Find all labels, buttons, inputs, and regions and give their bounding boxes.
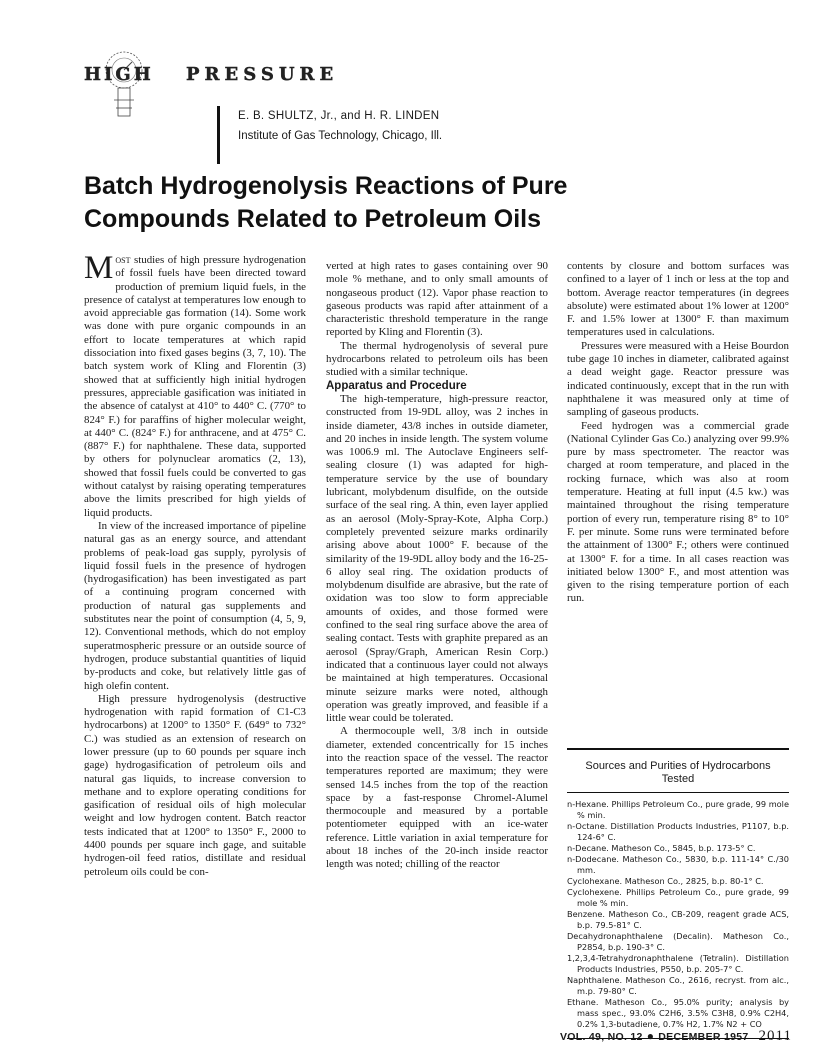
series-word-high: HIGH <box>84 64 154 85</box>
list-item: Decahydronaphthalene (Decalin). Matheson Co., P2854, b.p. 190-3° C. <box>567 931 789 952</box>
paragraph: verted at high rates to gases containing over 90 mole % methane, and to only small amounts of nongaseous product (12). Vapor phase reaction to gaseous products was rapid after attainment of a characteristic threshold temperature in the range reported by Kling and Florentin (3). <box>326 260 548 339</box>
list-item: Ethane. Matheson Co., 95.0% purity; analysis by mass spec., 93.0% C2H6, 3.5% C3H8, 0.9% C2H4, 0.2% 1,3-butadiene, 0.7% H2, 1.7% N2 + CO <box>567 997 789 1029</box>
title-line-1: Batch Hydrogenolysis Reactions of Pure <box>84 172 568 200</box>
list-item: Benzene. Matheson Co., CB-209, reagent grade ACS, b.p. 79.5-81° C. <box>567 909 789 930</box>
column-2 <box>326 260 548 872</box>
header-rule <box>217 106 220 164</box>
list-item: n-Decane. Matheson Co., 5845, b.p. 173-5° C. <box>567 843 756 853</box>
section-heading: Apparatus and Procedure <box>326 379 467 392</box>
column-1 <box>84 250 306 879</box>
paragraph-text: studies of high pressure hydrogenation of fossil fuels have been directed toward production of premium liquid fuels, in the presence of catalyst at temperatures low enough to avoid appreciable gas formation (14). Some work was done with pure organic compounds in an effort to locate temperatures at which rapid dissociation into fixed gases begins (3, 7, 10). The batch system work of Kling and Florentin (3) showed that at sufficiently high initial hydrogen pressures, appreciable gasification was initiated in the absence of catalyst at 410° to 440° C. (770° to 824° F.) for paraffins of higher molecular weight, at 440° C. (824° F.) for anthracene, and at 475° C. (887° F.) for naphthalene. These data, supported by others for polynuclear aromatics (2, 13), showed that fossil fuels could be converted to gas without catalyst by raising operating temperatures above the limits prescribed for high yields of liquid products. <box>84 254 306 519</box>
page-number: 2011 <box>758 1028 792 1044</box>
paragraph: The high-temperature, high-pressure reactor, constructed from 19-9DL alloy, was 2 inches in inside diameter, 43/8 inches in outside diameter, and 20 inches in inside length. The system volume was 1006.9 ml. The Autoclave Engineers self-sealing closure (1) was adapted for high-temperature service by the use of boundary lubricant, molybdenum disulfide, on the outside surface of the seal ring. A thin, even layer applied as an aerosol (Moly-Spray-Kote, Alpha Corp.) completely prevented seizure marks ordinarily arising above about 1000° F. because of the similarity of the 19-9DL alloy body and the 16-25-6 alloy seal ring. The oxidation products of molybdenum disulfide are abrasive, but the rate of oxidation was too slow to form appreciable amounts of oxides, and those formed were confined to the seal ring surface above the area of sealing contact. Tests with graphite prepared as an aerosol (Spray/Graph, American Resin Corp.) indicated that a continuous layer could not always be maintained at high temperatures. Occasional minute seizure marks were noted, although operation was greatly improved, and feasible if a little wear could be tolerated. <box>326 392 548 725</box>
list-item: n-Dodecane. Matheson Co., 5830, b.p. 111-14° C./30 mm. <box>567 854 789 875</box>
drop-cap: M <box>84 250 114 286</box>
title-line-2: Compounds Related to Petroleum Oils <box>84 205 541 233</box>
paragraph <box>84 250 306 520</box>
bullet-icon: ● <box>646 1029 655 1043</box>
list-item: 1,2,3,4-Tetrahydronaphthalene (Tetralin). Distillation Products Industries, P550, b.p. 205-7° C. <box>567 953 789 974</box>
series-word-pressure: PRESSURE <box>186 64 339 85</box>
sources-list <box>567 799 789 1038</box>
paragraph: High pressure hydrogenolysis (destructive hydrogenation with rapid formation of C1-C3 hydrocarbons) at 1200° to 1350° F. (649° to 732° C.) was studied as an extension of research on lower pressure (up to 60 pounds per square inch gage) hydrogasification of petroleum oils and natural gas liquids, to increase conversion to methane and to explore operating conditions for gasification of residual oils of high molecular weight and low hydrogen content. Batch reactor tests indicated that at 1200° to 1350° F., 2000 to 4400 pounds per square inch gage, and suitable hydrogen-oil feed ratios, distillate and residual petroleum oils could be con- <box>84 692 306 878</box>
authors: E. B. SHULTZ, Jr., and H. R. LINDEN <box>238 110 440 122</box>
article-title <box>84 170 734 236</box>
affiliation: Institute of Gas Technology, Chicago, Ill. <box>238 130 443 142</box>
paragraph: Feed hydrogen was a commercial grade (National Cylinder Gas Co.) analyzing over 99.9% pure by mass spectrometer. The reactor was charged at room temperature, and placed in the rocking furnace, which was also at room temperature. Heating at full input (4.5 kw.) was maintained throughout the rising temperature portion of every run, temperature rising 8° to 10° F. per minute. Some runs were terminated before the attainment of 1300° F.; others were continued at 1300° F. for a time. In all cases reaction was initiated below 1300° F., and most attention was given to the rising temperature portion of each run. <box>567 419 789 605</box>
list-item: Cyclohexane. Matheson Co., 2825, b.p. 80-1° C. <box>567 876 764 886</box>
sources-box-title: Sources and Purities of Hydrocarbons Tested <box>567 760 789 793</box>
lead-in: ost <box>115 254 131 266</box>
page-footer <box>560 1028 792 1045</box>
paragraph: In view of the increased importance of pipeline natural gas as an energy source, and attendant problems of peak-load gas supply, pyrolysis of liquid fossil fuels in the presence of hydrogen (hydrogasification) has been investigated as part of a continuing program concerned with production of natural gas supplements and substitutes near the point of consumption (4, 5, 9, 12). Conventional methods, which do not employ superatmospheric pressure or an outside source of hydrogen, produce substantial quantities of liquid by-products and coke, but relatively little gas of high olefin content. <box>84 519 306 692</box>
column-3 <box>567 260 789 606</box>
list-item: Cyclohexene. Phillips Petroleum Co., pure grade, 99 mole % min. <box>567 887 789 908</box>
list-item: n-Octane. Distillation Products Industries, P1107, b.p. 124-6° C. <box>567 821 789 842</box>
footer-volume: VOL. 49, NO. 12 <box>560 1031 643 1043</box>
paragraph: contents by closure and bottom surfaces was confined to a layer of 1 inch or less at the top and bottom. Average reactor temperatures (in degrees absolute) were estimated about 1% lower at 1200° F. and 1.5% lower at 1300° F. than maximum temperatures used in calculations. <box>567 260 789 339</box>
paragraph: Pressures were measured with a Heise Bourdon tube gage 10 inches in diameter, calibrated against a dead weight gage. Reactor pressure was indicated continuously, except that in the run with naphthalene it was measured only at time of sampling of gaseous products. <box>567 339 789 419</box>
footer-date: DECEMBER 1957 <box>658 1031 749 1043</box>
paragraph: The thermal hydrogenolysis of several pure hydrocarbons related to petroleum oils has been studied with a similar technique. <box>326 339 548 379</box>
sources-box <box>567 748 789 1039</box>
list-item: Naphthalene. Matheson Co., 2616, recryst. from alc., m.p. 79-80° C. <box>567 975 789 996</box>
high-pressure-emblem-icon <box>94 48 156 124</box>
list-item: n-Hexane. Phillips Petroleum Co., pure grade, 99 mole % min. <box>567 799 789 820</box>
paragraph: A thermocouple well, 3/8 inch in outside diameter, extended concentrically for 15 inches into the reaction space of the vessel. The reactor temperatures reported are maximum; they were sensed 14.5 inches from the top of the reaction space by a fast-response Chromel-Alumel thermocouple and measured by a portable potentiometer equipped with an ice-water reference. Little variation in axial temperature for about 18 inches of the 20-inch inside reactor length was noted; chilling of the reactor <box>326 725 548 871</box>
